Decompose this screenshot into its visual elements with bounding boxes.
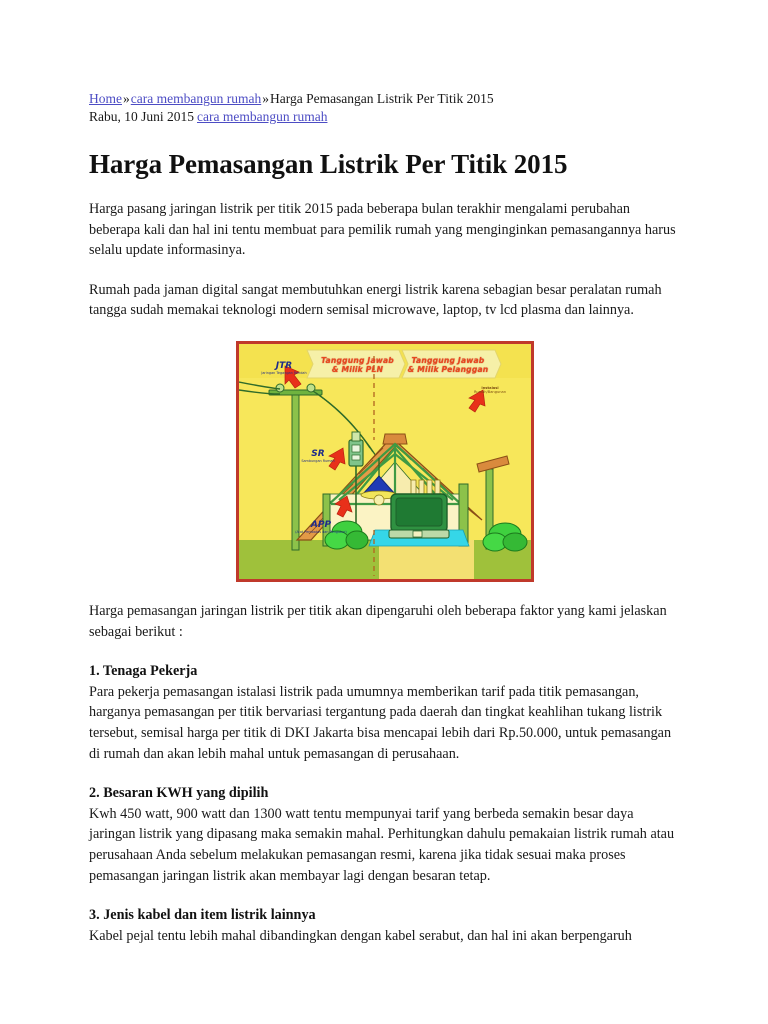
breadcrumb-separator-2: » [262, 91, 269, 106]
app-abbrev: APP [310, 519, 332, 530]
electrical-installation-diagram [236, 341, 534, 582]
jtr-abbrev: JTR [275, 360, 293, 371]
article-content [89, 90, 681, 946]
breadcrumb-link-home[interactable]: Home [89, 91, 122, 106]
lead-in-paragraph: Harga pemasangan jaringan listrik per titik akan dipengaruhi oleh beberapa faktor yang kami jelaskan sebagai berikut : [89, 602, 667, 640]
banner-pelanggan-line2: & Milik Pelanggan [407, 364, 489, 374]
banner-pelanggan-line1: Tanggung Jawab [411, 355, 485, 365]
dateline-date: Rabu, 10 Juni 2015 [89, 109, 195, 124]
intro-paragraph-2: Rumah pada jaman digital sangat membutuhkan energi listrik karena sebagian besar peralatan rumah tangga sudah memakai teknologi modern semisal microwave, laptop, tv lcd plasma dan lainnya. [89, 281, 662, 319]
meter-box [349, 440, 363, 466]
breadcrumb-link-category[interactable]: cara membangun rumah [130, 91, 262, 106]
page-title: Harga Pemasangan Listrik Per Titik 2015 [89, 149, 568, 179]
banner-pln-line2: & Milik PLN [331, 364, 384, 374]
factor-section-2 [89, 783, 681, 886]
intro-paragraph-1: Harga pasang jaringan listrik per titik 2015 pada beberapa bulan terakhir mengalami perubahan beberapa kali dan hal ini tentu membuat para pemilik rumah yang menginginkan pemasangannya harus selalu update informasinya. [89, 201, 676, 259]
factor-section-1 [89, 661, 681, 764]
factor-3-heading: 3. Jenis kabel dan item listrik lainnya [89, 907, 316, 924]
app-description: (Alat Pembatas dan Pengukur) [295, 529, 347, 534]
dateline [89, 108, 681, 126]
instalasi-title: Instalasi [481, 385, 499, 390]
sr-description: Sambungan Rumah [301, 458, 335, 463]
jtr-description: Jaringan Tegangan Rendah [261, 370, 307, 375]
factor-3-body: Kabel pejal tentu lebih mahal dibandingkan dengan kabel serabut, dan hal ini akan berpengaruh [89, 927, 632, 944]
factor-section-3 [89, 905, 681, 946]
banner-arrow-right [402, 350, 501, 378]
factor-2-heading: 2. Besaran KWH yang dipilih [89, 785, 269, 802]
breadcrumb-separator-1: » [123, 91, 130, 106]
breadcrumb-current-page: Harga Pemasangan Listrik Per Titik 2015 [269, 91, 494, 106]
figure-container [89, 341, 681, 582]
factor-1-body: Para pekerja pemasangan istalasi listrik pada umumnya memberikan tarif pada titik pemasangan, harganya pemasangan per titik bervariasi tergantung pada daerah dan tingkat keahlihan tukang listrik tersebut, semisal harga per titik di DKI Jakarta bisa mencapai lebih dari Rp.50.000, untuk pemasangan di rumah dan akan lebih mahal untuk pemasangan di perusahaan. [89, 683, 672, 762]
instalasi-description: Rumah/Bangunan [473, 390, 507, 395]
sr-abbrev: SR [311, 448, 325, 459]
breadcrumb [89, 90, 681, 108]
banner-pln-line1: Tanggung Jawab [321, 355, 394, 365]
dateline-category-link[interactable]: cara membangun rumah [197, 109, 328, 124]
factor-2-body: Kwh 450 watt, 900 watt dan 1300 watt tentu mempunyai tarif yang berbeda semakin besar daya jaringan listrik yang dipasang maka semakin mahal. Perhitungkan dahulu pemakaian listrik rumah atau perusahaan Anda sebelum melakukan pemasangan resmi, karena jika tidak sesuai maka proses pemasangan jaringan listrik akan membayar lagi dengan besaran tetap. [89, 805, 675, 884]
factor-1-heading: 1. Tenaga Pekerja [89, 663, 198, 680]
diagram-artwork [239, 344, 531, 579]
banner-arrow-left [307, 350, 405, 378]
